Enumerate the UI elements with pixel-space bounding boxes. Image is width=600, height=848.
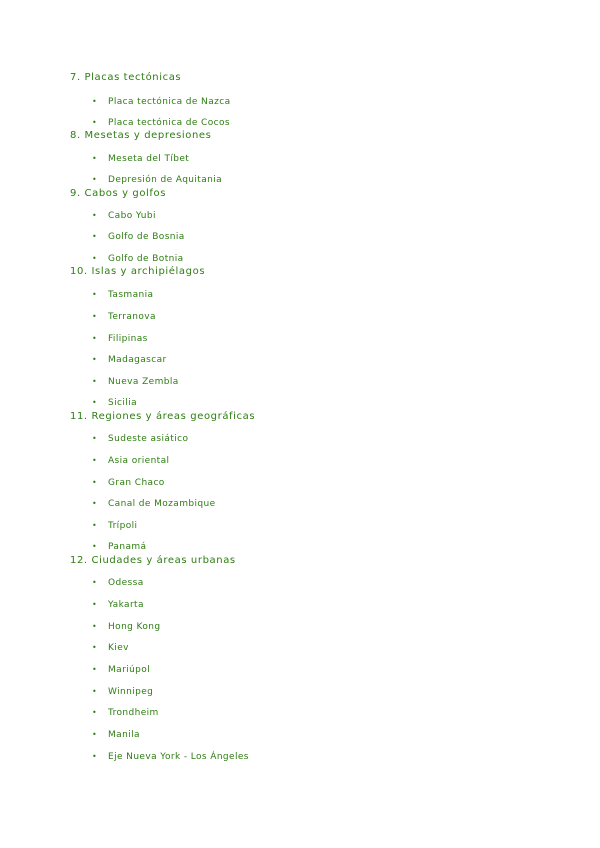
bullet-icon: • — [92, 377, 98, 386]
section-heading-12: 12. Ciudades y áreas urbanas — [70, 555, 236, 566]
bullet-icon: • — [92, 643, 98, 652]
list-item: • Hong Kong — [92, 622, 161, 632]
list-item: • Canal de Mozambique — [92, 499, 216, 509]
bullet-icon: • — [92, 334, 98, 343]
bullet-icon: • — [92, 752, 98, 761]
list-item: • Gran Chaco — [92, 478, 165, 488]
bullet-icon: • — [92, 118, 98, 127]
bullet-icon: • — [92, 97, 98, 106]
list-item: • Odessa — [92, 578, 144, 588]
section-heading-9: 9. Cabos y golfos — [70, 188, 167, 199]
section-heading-7: 7. Placas tectónicas — [70, 72, 182, 83]
bullet-icon: • — [92, 499, 98, 508]
bullet-icon: • — [92, 456, 98, 465]
list-item: • Sicilia — [92, 398, 137, 408]
list-item: • Sudeste asiático — [92, 434, 189, 444]
bullet-icon: • — [92, 578, 98, 587]
list-item: • Placa tectónica de Cocos — [92, 118, 230, 128]
list-item: • Mariúpol — [92, 665, 151, 675]
list-item: • Winnipeg — [92, 687, 154, 697]
list-item: • Cabo Yubi — [92, 211, 156, 221]
list-item: • Kiev — [92, 643, 129, 653]
bullet-icon: • — [92, 398, 98, 407]
list-item: • Filipinas — [92, 334, 148, 344]
bullet-icon: • — [92, 434, 98, 443]
list-item: • Depresión de Aquitania — [92, 175, 223, 185]
list-item: • Meseta del Tíbet — [92, 154, 190, 164]
bullet-icon: • — [92, 542, 98, 551]
bullet-icon: • — [92, 355, 98, 364]
list-item: • Asia oriental — [92, 456, 170, 466]
list-item: • Manila — [92, 730, 140, 740]
bullet-icon: • — [92, 175, 98, 184]
bullet-icon: • — [92, 312, 98, 321]
list-item: • Nueva Zembla — [92, 377, 179, 387]
bullet-icon: • — [92, 687, 98, 696]
list-item: • Terranova — [92, 312, 156, 322]
list-item: • Yakarta — [92, 600, 144, 610]
bullet-icon: • — [92, 521, 98, 530]
list-item: • Placa tectónica de Nazca — [92, 97, 231, 107]
list-item: • Tasmania — [92, 290, 154, 300]
bullet-icon: • — [92, 154, 98, 163]
list-item: • Golfo de Bosnia — [92, 232, 185, 242]
bullet-icon: • — [92, 232, 98, 241]
list-item: • Madagascar — [92, 355, 167, 365]
bullet-icon: • — [92, 211, 98, 220]
bullet-icon: • — [92, 665, 98, 674]
list-item: • Trípoli — [92, 521, 138, 531]
bullet-icon: • — [92, 254, 98, 263]
bullet-icon: • — [92, 708, 98, 717]
section-heading-11: 11. Regiones y áreas geográficas — [70, 411, 256, 422]
list-item: • Panamá — [92, 542, 147, 552]
section-heading-10: 10. Islas y archipiélagos — [70, 266, 206, 277]
list-item: • Trondheim — [92, 708, 159, 718]
list-item: • Eje Nueva York - Los Ángeles — [92, 752, 249, 762]
section-heading-8: 8. Mesetas y depresiones — [70, 130, 212, 141]
bullet-icon: • — [92, 478, 98, 487]
bullet-icon: • — [92, 730, 98, 739]
bullet-icon: • — [92, 600, 98, 609]
bullet-icon: • — [92, 290, 98, 299]
bullet-icon: • — [92, 622, 98, 631]
list-item: • Golfo de Botnia — [92, 254, 184, 264]
